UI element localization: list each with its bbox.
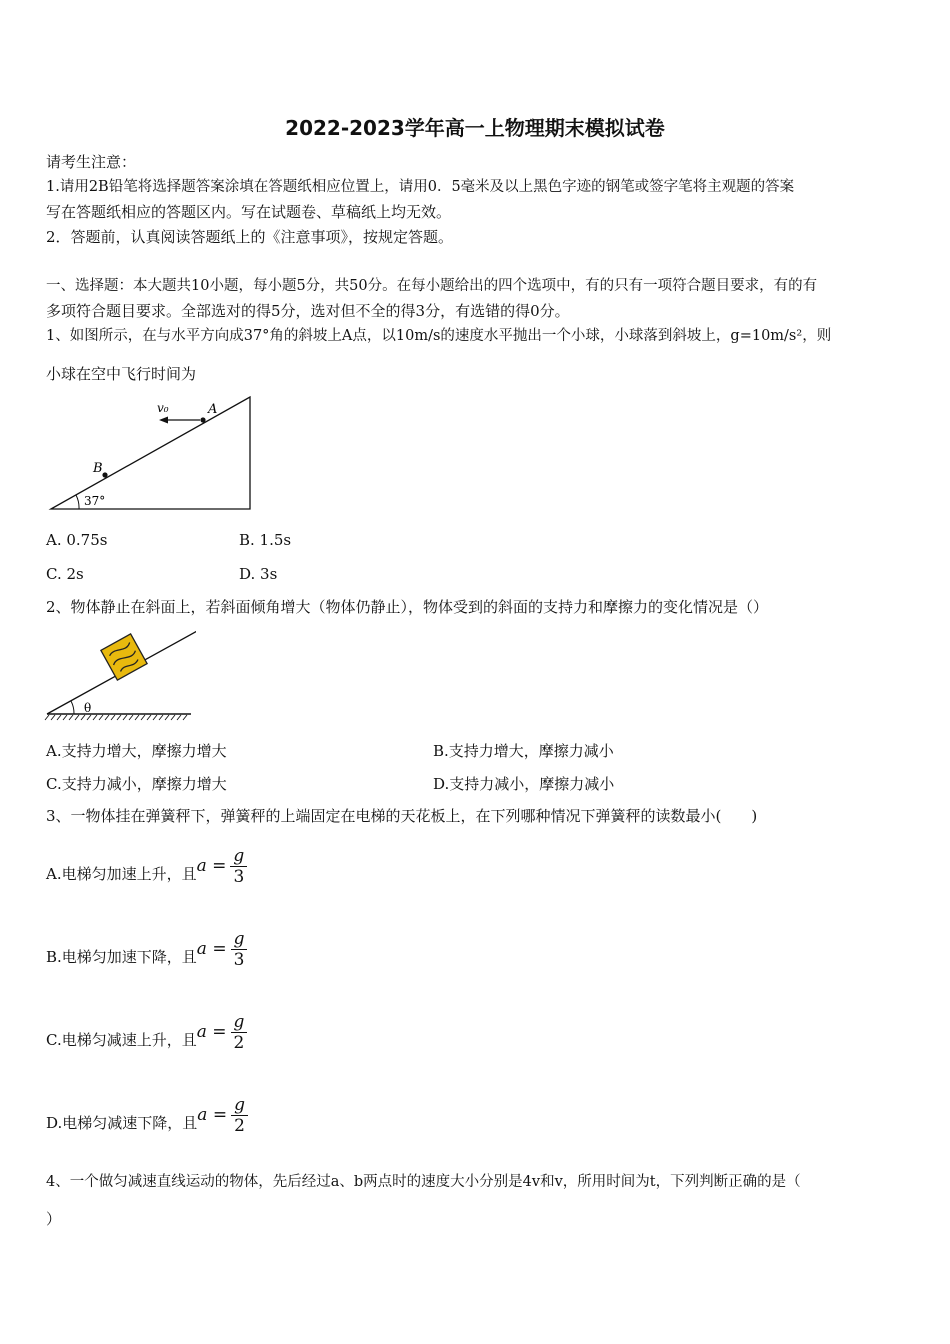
velocity-label: v₀ xyxy=(157,401,169,415)
equals-sign: = xyxy=(212,1022,227,1042)
section-instructions-line-2: 多项符合题目要求。全部选对的得5分，选对但不全的得3分，有选错的得0分。 xyxy=(46,302,570,320)
fraction-denominator: 3 xyxy=(233,949,245,970)
point-b-label: B xyxy=(93,461,103,476)
question-2-option-d: D.支持力减小，摩擦力减小 xyxy=(433,775,615,793)
slope-triangle xyxy=(51,397,250,509)
angle-label: 37° xyxy=(84,494,106,508)
equals-sign: = xyxy=(212,856,227,876)
velocity-arrowhead xyxy=(159,417,168,424)
notice-line-2: 写在答题纸相应的答题区内。写在试题卷、草稿纸上均无效。 xyxy=(46,203,452,221)
question-3-option-a xyxy=(46,842,247,890)
fraction xyxy=(231,929,248,970)
fraction xyxy=(230,846,247,887)
fraction-numerator: g xyxy=(231,1012,248,1033)
accel-symbol: a xyxy=(196,939,207,959)
notice-line-1: 1.请用2B铅笔将选择题答案涂填在答题纸相应位置上，请用0．5毫米及以上黑色字迹的钢笔或签字笔将主观题的答案 xyxy=(46,179,795,195)
question-2-figure xyxy=(44,624,196,724)
point-a-label: A xyxy=(208,402,218,417)
fraction-denominator: 2 xyxy=(234,1115,245,1136)
notice-heading: 请考生注意： xyxy=(46,153,137,171)
question-1-figure xyxy=(44,390,259,516)
equals-sign: = xyxy=(212,939,227,959)
fraction xyxy=(231,1095,248,1136)
accel-symbol: a xyxy=(196,856,207,876)
question-2-option-b: B.支持力增大，摩擦力减小 xyxy=(433,742,614,760)
question-1-option-b: B. 1.5s xyxy=(239,531,292,549)
fraction-denominator: 3 xyxy=(233,866,245,887)
accel-symbol: a xyxy=(196,1022,207,1042)
question-1-text-line-2: 小球在空中飞行时间为 xyxy=(46,365,197,383)
question-1-option-c: C. 2s xyxy=(46,565,84,583)
section-instructions-line-1: 一、选择题：本大题共10小题，每小题5分，共50分。在每小题给出的四个选项中，有的只有一项符合题目要求，有的有 xyxy=(46,278,818,294)
option-label: D.电梯匀减速下降，且 xyxy=(46,1113,198,1132)
question-1-text-line-1: 1、如图所示，在与水平方向成37°角的斜坡上A点，以10m/s的速度水平抛出一个小球，小球落到斜坡上，g=10m/s²，则 xyxy=(46,328,832,344)
point-b xyxy=(102,472,107,477)
fraction-numerator: g xyxy=(230,846,247,867)
fraction-denominator: 2 xyxy=(233,1032,245,1053)
question-3-text: 3、一物体挂在弹簧秤下，弹簧秤的上端固定在电梯的天花板上，在下列哪种情况下弹簧秤的读数最小( ) xyxy=(46,807,758,825)
question-2-text: 2、物体静止在斜面上，若斜面倾角增大（物体仍静止），物体受到的斜面的支持力和摩擦力的变化情况是（） xyxy=(46,598,769,616)
question-2-option-a: A.支持力增大，摩擦力增大 xyxy=(46,742,227,760)
fraction xyxy=(231,1012,248,1053)
angle-arc xyxy=(76,495,79,509)
theta-label: θ xyxy=(84,701,92,715)
question-4-text-line-2: ） xyxy=(46,1210,62,1228)
question-3-option-c xyxy=(46,1008,247,1056)
option-label: C.电梯匀减速上升，且 xyxy=(46,1030,197,1049)
question-1-option-a: A. 0.75s xyxy=(46,531,108,549)
notice-line-3: 2．答题前，认真阅读答题纸上的《注意事项》，按规定答题。 xyxy=(46,228,454,246)
equals-sign: = xyxy=(212,1105,228,1125)
point-a xyxy=(200,417,205,422)
ground-hatching xyxy=(45,715,187,720)
option-label: A.电梯匀加速上升，且 xyxy=(46,864,197,883)
block xyxy=(101,634,147,680)
accel-symbol: a xyxy=(197,1105,208,1125)
fraction-numerator: g xyxy=(231,1095,248,1116)
angle-arc xyxy=(71,701,74,714)
question-3-option-d xyxy=(46,1091,248,1139)
question-4-text-line-1: 4、一个做匀减速直线运动的物体，先后经过a、b两点时的速度大小分别是4v和v，所用时间为t，下列判断正确的是（ xyxy=(46,1174,801,1190)
option-label: B.电梯匀加速下降，且 xyxy=(46,947,197,966)
fraction-numerator: g xyxy=(231,929,248,950)
page-title: 2022-2023学年高一上物理期末模拟试卷 xyxy=(285,116,665,140)
question-3-option-b xyxy=(46,925,247,973)
question-2-option-c: C.支持力减小，摩擦力增大 xyxy=(46,775,227,793)
question-1-option-d: D. 3s xyxy=(239,565,278,583)
